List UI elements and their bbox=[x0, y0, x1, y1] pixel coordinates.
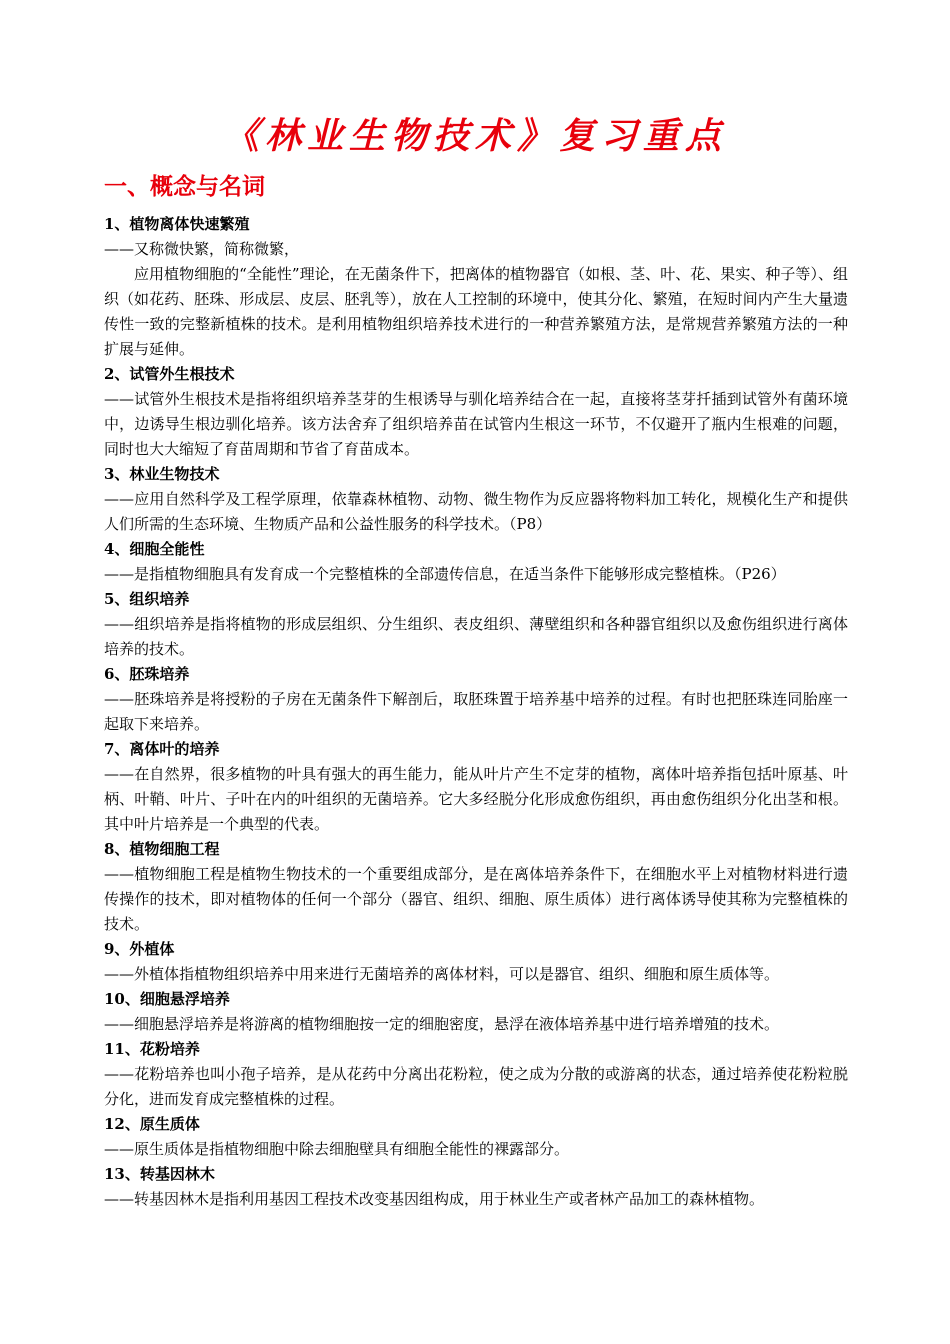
entry-definition: ——又称微快繁，简称微繁， bbox=[104, 240, 300, 258]
entry-definition: ——转基因林木是指利用基因工程技术改变基因组构成，用于林业生产或者林产品加工的森林植物。 bbox=[104, 1190, 765, 1208]
entry-12 bbox=[104, 1112, 848, 1162]
entry-definition: ——花粉培养也叫小孢子培养，是从花药中分离出花粉粒，使之成为分散的或游离的状态，通过培养使花粉粒脱分化，进而发育成完整植株的过程。 bbox=[104, 1065, 848, 1108]
entry-definition: ——是指植物细胞具有发育成一个完整植株的全部遗传信息，在适当条件下能够形成完整植株。（P26） bbox=[104, 565, 786, 583]
entry-term: 13、转基因林木 bbox=[104, 1165, 215, 1183]
entry-term: 4、细胞全能性 bbox=[104, 540, 205, 558]
entry-term: 10、细胞悬浮培养 bbox=[104, 990, 230, 1008]
entry-1 bbox=[104, 212, 848, 362]
entry-definition: ——应用自然科学及工程学原理，依靠森林植物、动物、微生物作为反应器将物料加工转化，规模化生产和提供人们所需的生态环境、生物质产品和公益性服务的科学技术。（P8） bbox=[104, 490, 848, 533]
entry-3 bbox=[104, 462, 848, 537]
entry-term: 2、试管外生根技术 bbox=[104, 365, 235, 383]
entry-9 bbox=[104, 937, 848, 987]
document-title: 《林业生物技术》复习重点 bbox=[222, 115, 727, 157]
entry-term: 6、胚珠培养 bbox=[104, 665, 190, 683]
entry-10 bbox=[104, 987, 848, 1037]
entry-11 bbox=[104, 1037, 848, 1112]
entry-6 bbox=[104, 662, 848, 737]
entry-definition-extra: 应用植物细胞的“全能性”理论，在无菌条件下，把离体的植物器官（如根、茎、叶、花、果实、种子等）、组织（如花药、胚珠、形成层、皮层、胚乳等），放在人工控制的环境中，使其分化、繁殖，在短时间内产生大量遗传性一致的完整新植株的技术。是利用植物组织培养技术进行的一种营养繁殖方法，是常规营养繁殖方法的一种扩展与延伸。 bbox=[104, 265, 848, 358]
entry-term: 1、植物离体快速繁殖 bbox=[104, 215, 250, 233]
entry-term: 9、外植体 bbox=[104, 940, 175, 958]
entry-8 bbox=[104, 837, 848, 937]
entry-term: 7、离体叶的培养 bbox=[104, 740, 220, 758]
entry-definition: ——胚珠培养是将授粉的子房在无菌条件下解剖后，取胚珠置于培养基中培养的过程。有时也把胚珠连同胎座一起取下来培养。 bbox=[104, 690, 848, 733]
entry-4 bbox=[104, 537, 848, 587]
entry-definition: ——在自然界，很多植物的叶具有强大的再生能力，能从叶片产生不定芽的植物，离体叶培养指包括叶原基、叶柄、叶鞘、叶片、子叶在内的叶组织的无菌培养。它大多经脱分化形成愈伤组织，再由愈伤组织分化出茎和根。其中叶片培养是一个典型的代表。 bbox=[104, 765, 848, 833]
entry-definition: ——原生质体是指植物细胞中除去细胞壁具有细胞全能性的裸露部分。 bbox=[104, 1140, 570, 1158]
entry-definition: ——细胞悬浮培养是将游离的植物细胞按一定的细胞密度，悬浮在液体培养基中进行培养增殖的技术。 bbox=[104, 1015, 780, 1033]
entry-7 bbox=[104, 737, 848, 837]
entry-term: 11、花粉培养 bbox=[104, 1040, 200, 1058]
entries-list bbox=[104, 212, 848, 1212]
section-heading: 一、概念与名词 bbox=[104, 173, 265, 200]
entry-definition: ——组织培养是指将植物的形成层组织、分生组织、表皮组织、薄壁组织和各种器官组织以及愈伤组织进行离体培养的技术。 bbox=[104, 615, 848, 658]
entry-definition: ——试管外生根技术是指将组织培养茎芽的生根诱导与驯化培养结合在一起，直接将茎芽扦插到试管外有菌环境中，边诱导生根边驯化培养。该方法舍弃了组织培养苗在试管内生根这一环节，不仅避开了瓶内生根难的问题，同时也大大缩短了育苗周期和节省了育苗成本。 bbox=[104, 390, 848, 458]
entry-definition: ——植物细胞工程是植物生物技术的一个重要组成部分，是在离体培养条件下，在细胞水平上对植物材料进行遗传操作的技术，即对植物体的任何一个部分（器官、组织、细胞、原生质体）进行离体诱导使其称为完整植株的技术。 bbox=[104, 865, 848, 933]
entry-term: 3、林业生物技术 bbox=[104, 465, 220, 483]
entry-2 bbox=[104, 362, 848, 462]
entry-term: 5、组织培养 bbox=[104, 590, 190, 608]
entry-13 bbox=[104, 1162, 848, 1212]
entry-definition: ——外植体指植物组织培养中用来进行无菌培养的离体材料，可以是器官、组织、细胞和原生质体等。 bbox=[104, 965, 780, 983]
entry-5 bbox=[104, 587, 848, 662]
entry-term: 8、植物细胞工程 bbox=[104, 840, 220, 858]
entry-term: 12、原生质体 bbox=[104, 1115, 200, 1133]
